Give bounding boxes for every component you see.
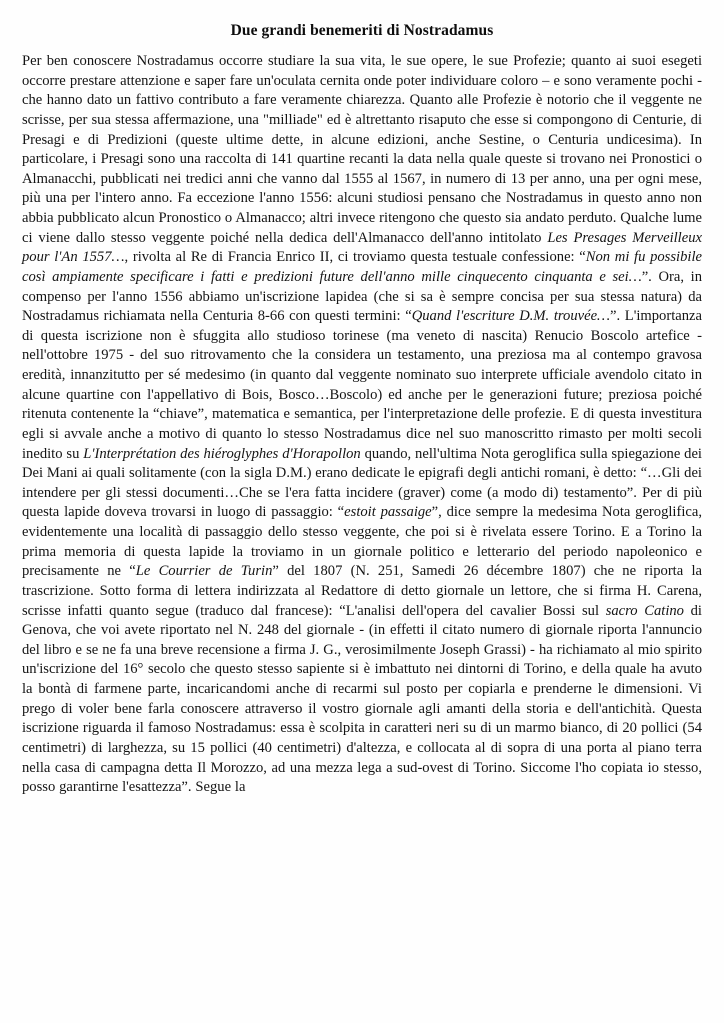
text-run-5: quando, nell'ultima Nota geroglifica sulla spiegazione dei Dei Mani ai quali solitamente (con la sigla D.M.) erano dedicate le epigrafi degli antichi romani, è detto: “…Gli dei intendere per gli stessi documenti…Che se l'era fatta incidere (graver) come (a modo di) testamento”. Per di più questa lapide doveva trovarsi in luogo di passaggio: “ [22,445,702,521]
text-run-italic-6: Le Courrier de Turin [135,563,273,580]
document-body [22,52,702,798]
body-paragraph [22,52,702,798]
text-run-italic-2: Non mi fu possibile così ampiamente specificare i fatti e predizioni future dell'anno mille cinquecento cinquanta e sei… [22,249,702,285]
text-run-italic-3: Quand l'escriture D.M. trouvée… [411,308,611,325]
text-run-italic-1: Les Presages Merveilleux pour l'An 1557… [22,229,702,266]
page-title: Due grandi benemeriti di Nostradamus [230,22,494,39]
text-run-7: ” del 1807 (N. 251, Samedi 26 décembre 1807) che ne riporta la trascrizione. Sotto forma di lettera indirizzata al Redattore di detto giornale un lettore, che si firma H. Carena, scrisse infatti quanto segue (traduco dal francese): “L'analisi dell'opera del cavalier Bossi sul [22,563,702,619]
text-run-2: , rivolta al Re di Francia Enrico II, ci troviamo questa testuale confessione: “ [124,249,586,266]
text-run-italic-5: estoit passaige [344,504,432,521]
text-run-8: di Genova, che voi avete riportato nel N. 248 del giornale - (in effetti il citato numero di giornale riporta l'annuncio del libro e se ne fa una breve recensione a firma J. G., verosimilmente Joseph Grassi) - ha richiamato al mio spirito un'iscrizione del 16° secolo che questo stesso sapiente si è imbattuto nei dintorni di Torino, e della quale ha avuto la bontà di farmene parte, incaricandomi anche di recarmi sul posto per copiarla e prenderne le dimensioni. Vi prego di voler bene farla conoscere attraverso il vostro giornale agli amanti della storia e dell'antichità. Questa iscrizione riguarda il famoso Nostradamus: essa è scolpita in caratteri neri su di un marmo bianco, di 20 pollici (54 centimetri) di larghezza, su 15 pollici (40 centimetri) d'altezza, e collocata al di sopra di una porta al piano terra nella casa di campagna detta Il Morozzo, ad una mezza lega a sud-ovest di Torino. Siccome l'ho copiata io stesso, posso garantirne l'esattezza”. Segue la [22,602,702,796]
text-run-4: ”. L'importanza di questa iscrizione non è sfuggita allo studioso torinese (ma veneto di nascita) Renucio Boscolo artefice - nell'ottobre 1975 - del suo ritrovamento che la considera un testamento, una preziosa ma al contempo gravosa eredità, innanzitutto per sé medesimo (in quanto dal veggente nominato suo interprete ufficiale avendolo citato in alcune quartine con l'appellativo di Bois, Bosco…Boscolo) ed anche per le generazioni future; preziosa poiché ritenuta contenente la “chiave”, matematica e semantica, per l'interpretazione delle profezie. E di questa investitura egli si avvale anche a motivo di quanto lo stesso Nostradamus dice nel suo manoscritto rimasto per molti secoli inedito su [22,308,702,462]
text-run-1: Per ben conoscere Nostradamus occorre studiare la sua vita, le sue opere, le sue Profezie; quanto ai suoi esegeti occorre prestare attenzione e saper fare un'oculata cernita onde poter individuare coloro – e sono veramente pochi - che hanno dato un fattivo contributo a fare veramente chiarezza. Quanto alle Profezie è notorio che il veggente ne scrisse, per sua stessa affermazione, una "milliade" ed è altrettanto risaputo che esse si compongono di Centurie, di Presagi e di Predizioni (queste ultime dette, in alcune edizioni, anche Sestine, o Centuria undicesima). In particolare, i Presagi sono una raccolta di 141 quartine recanti la data nella quale queste si trovano nei Pronostici o Almanacchi, pubblicati nei tredici anni che vanno dal 1555 al 1567, in numero di 13 per anno, una per ogni mese, più una per l'intero anno. Fa eccezione l'anno 1556: alcuni studiosi pensano che Nostradamus in questo anno non abbia pubblicato alcun Pronostico o Almanacco; altri invece ritengono che questo sia andato perduto. Qualche lume ci viene dallo stesso veggente poiché nella dedica dell'Almanacco dell'anno intitolato [22,53,702,246]
text-run-italic-4: L'Interprétation des hiéroglyphes d'Horapollon [83,445,361,462]
text-run-6: ”, dice sempre la medesima Nota geroglifica, evidentemente una località di passaggio dello stesso veggente, che poi si è rivelata essere Torino. E a Torino la prima memoria di questa lapide la troviamo in un giornale politico e letterario del periodo napoleonico e precisamente ne “ [22,504,703,580]
text-run-italic-7: sacro Catino [605,602,684,619]
text-run-3: ”. Ora, in compenso per l'anno 1556 abbiamo un'iscrizione lapidea (che si sa è sempre concisa per sua stessa natura) da Nostradamus richiamata nella Centuria 8-66 con questi termini: “ [22,268,702,325]
